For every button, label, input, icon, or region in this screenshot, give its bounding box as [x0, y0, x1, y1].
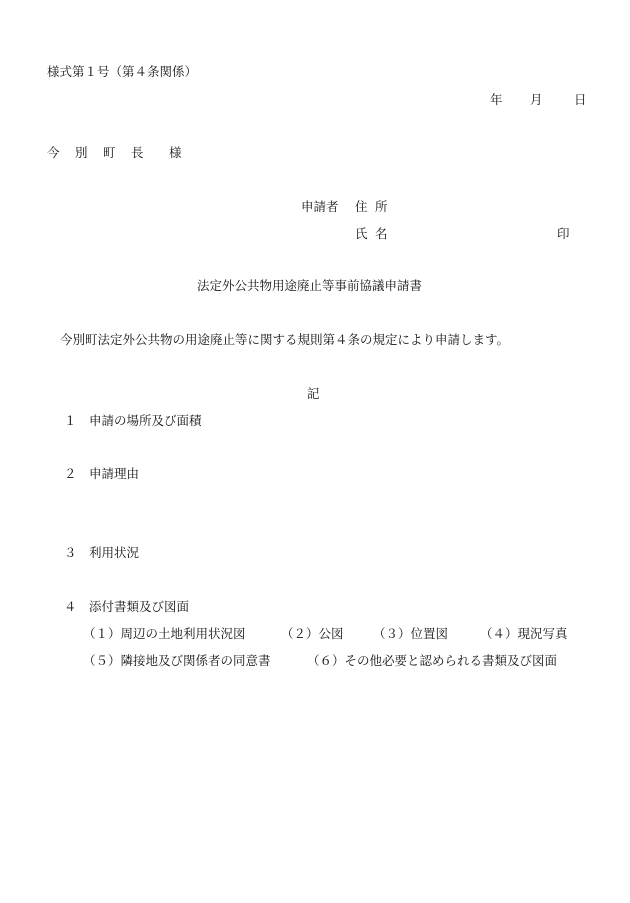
- list-item: [0, 601, 630, 615]
- name-label-char: 名: [375, 226, 388, 241]
- date-year-label: 年: [490, 92, 503, 107]
- attachment-row: [83, 655, 623, 669]
- date-line: [490, 94, 594, 107]
- addressee-char: 別: [75, 145, 88, 160]
- item-label: 申請理由: [89, 466, 140, 481]
- item-number: ４: [64, 599, 77, 614]
- addressee-char: 今: [47, 145, 60, 160]
- applicant-label: 申請者: [301, 199, 339, 214]
- attachment-item: （４）現況写真: [480, 626, 568, 641]
- list-item: [0, 468, 630, 482]
- name-label-char: 氏: [355, 226, 368, 241]
- addressee-honorific: 様: [169, 145, 182, 160]
- item-number: ３: [64, 545, 77, 560]
- list-item: [0, 547, 630, 561]
- attachment-item: （６）その他必要と認められる書類及び図面: [307, 653, 558, 668]
- attachment-row: [83, 628, 623, 642]
- attachment-item: （１）周辺の土地利用状況図: [83, 626, 246, 641]
- item-number: ２: [64, 466, 77, 481]
- attachment-item: （５）隣接地及び関係者の同意書: [83, 653, 271, 668]
- applicant-name-row: [355, 228, 577, 241]
- addressee-char: 町: [103, 145, 116, 160]
- item-label: 利用状況: [89, 545, 140, 560]
- seal-mark: 印: [557, 226, 570, 241]
- item-label: 添付書類及び図面: [89, 599, 190, 614]
- ki-heading: 記: [307, 386, 320, 401]
- intro-sentence: 今別町法定外公共物の用途廃止等に関する規則第４条の規定により申請します。: [60, 332, 510, 347]
- applicant-address-row: [301, 201, 395, 214]
- form-number: 様式第１号（第４条関係）: [47, 64, 198, 79]
- list-item: [0, 415, 630, 429]
- item-number: １: [64, 413, 77, 428]
- date-day-label: 日: [574, 92, 587, 107]
- addressee: [47, 147, 189, 160]
- date-month-label: 月: [530, 92, 543, 107]
- address-label-char: 所: [375, 199, 388, 214]
- item-label: 申請の場所及び面積: [89, 413, 202, 428]
- address-label-char: 住: [355, 199, 368, 214]
- attachment-item: （３）位置図: [373, 626, 449, 641]
- document-title: 法定外公共物用途廃止等事前協議申請書: [197, 278, 423, 293]
- addressee-char: 長: [131, 145, 144, 160]
- attachment-item: （２）公図: [281, 626, 344, 641]
